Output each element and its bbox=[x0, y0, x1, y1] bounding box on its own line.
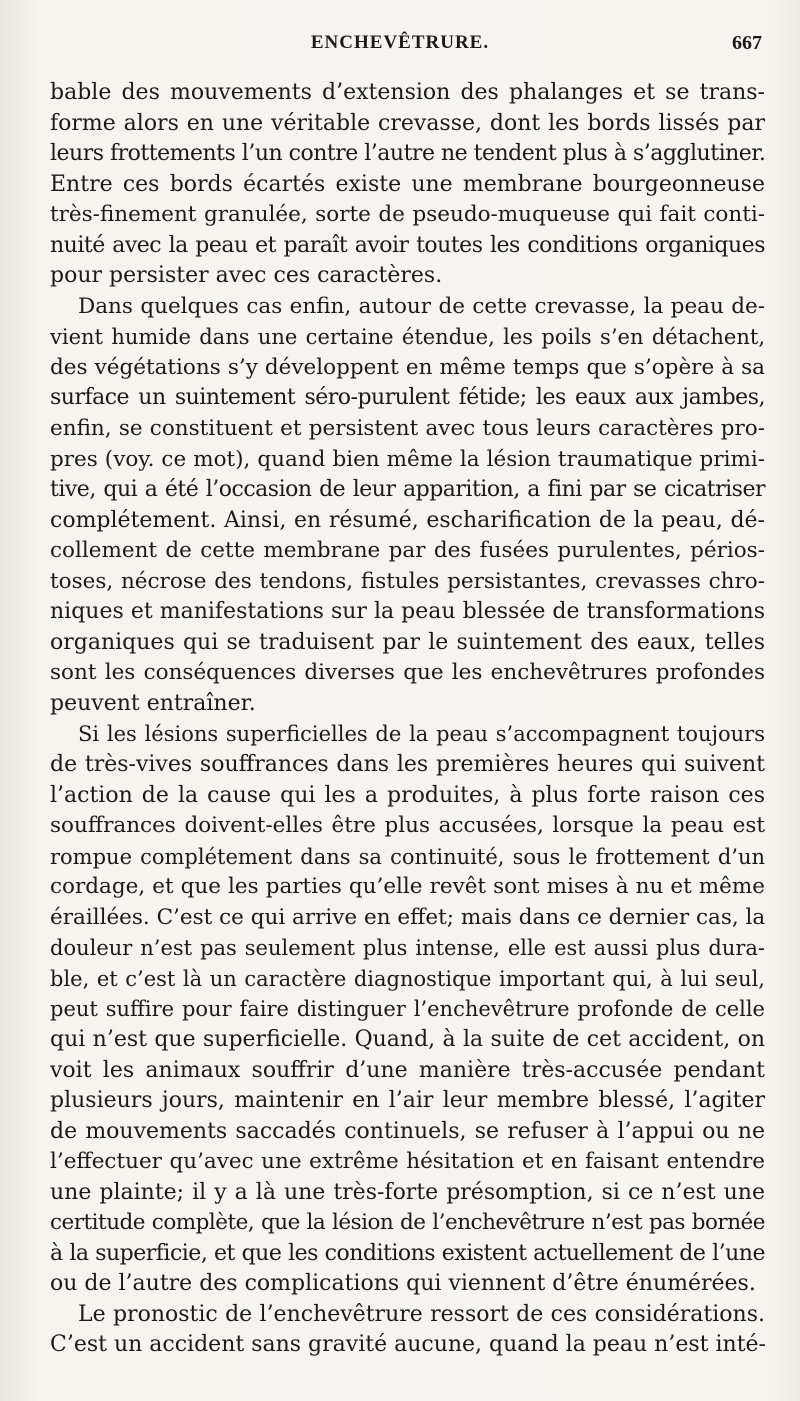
text-line: de mouvements saccadés continuels, se refuser à l’appui ou ne bbox=[50, 1118, 765, 1144]
text-line: certitude complète, que la lésion de l’enchevêtrure n’est pas bornée bbox=[50, 1210, 765, 1236]
text-line: vient humide dans une certaine étendue, les poils s’en détachent, bbox=[50, 325, 765, 350]
text-line: Dans quelques cas enfin, autour de cette crevasse, la peau de- bbox=[78, 293, 765, 319]
text-line: Le pronostic de l’enchevêtrure ressort de ces considérations. bbox=[78, 1301, 765, 1327]
text-line: des végétations s’y développent en même temps que s’opère à sa bbox=[50, 354, 765, 380]
text-line: pour persister avec ces caractères. bbox=[50, 263, 443, 289]
text-line: bable des mouvements d’extension des phalanges et se trans- bbox=[50, 80, 765, 105]
page-number: 667 bbox=[732, 32, 762, 54]
text-line: Entre ces bords écartés existe une membrane bourgeonneuse bbox=[50, 171, 765, 197]
text-line: Si les lésions superficielles de la peau s’accompagnent toujours bbox=[78, 722, 765, 747]
text-line: très-finement granulée, sorte de pseudo-muqueuse qui fait conti- bbox=[50, 202, 765, 228]
text-line: surface un suintement séro-purulent fétide; les eaux aux jambes, bbox=[50, 385, 765, 411]
text-line: une plainte; il y a là une très-forte présomption, si ce n’est une bbox=[50, 1179, 765, 1205]
text-line: forme alors en une véritable crevasse, dont les bords lissés par bbox=[50, 110, 765, 136]
text-line: collement de cette membrane par des fusées purulentes, périos- bbox=[50, 538, 765, 564]
text-line: complétement. Ainsi, en résumé, escharification de la peau, dé- bbox=[50, 507, 765, 533]
text-line: de très-vives souffrances dans les premières heures qui suivent bbox=[50, 752, 765, 778]
text-line: qui n’est que superficielle. Quand, à la suite de cet accident, on bbox=[50, 1026, 765, 1052]
text-line: enfin, se constituent et persistent avec tous leurs caractères pro- bbox=[50, 416, 765, 442]
running-head: ENCHEVÊTRURE. bbox=[310, 32, 490, 53]
text-line: sont les conséquences diverses que les enchevêtrures profondes bbox=[50, 660, 765, 686]
text-line: pres (voy. ce mot), quand bien même la lésion traumatique primi- bbox=[50, 446, 765, 472]
text-line: plusieurs jours, maintenir en l’air leur membre blessé, l’agiter bbox=[50, 1088, 765, 1114]
text-line: peut suffire pour faire distinguer l’enchevêtrure profonde de celle bbox=[50, 997, 765, 1022]
text-line: C’est un accident sans gravité aucune, quand la peau n’est inté- bbox=[50, 1332, 766, 1358]
text-line: toses, nécrose des tendons, fistules persistantes, crevasses chro- bbox=[50, 568, 765, 594]
text-line: voit les animaux souffrir d’une manière très-accusée pendant bbox=[50, 1057, 765, 1083]
text-line: souffrances doivent-elles être plus accusées, lorsque la peau est bbox=[50, 813, 765, 839]
text-line: l’action de la cause qui les a produites, à plus forte raison ces bbox=[50, 782, 765, 808]
text-line: peuvent entraîner. bbox=[50, 690, 256, 716]
text-line: cordage, et que les parties qu’elle revêt sont mises à nu et même bbox=[50, 874, 765, 900]
text-line: leurs frottements l’un contre l’autre ne tendent plus à s’agglutiner. bbox=[50, 141, 766, 167]
text-line: tive, qui a été l’occasion de leur apparition, a fini par se cicatriser bbox=[50, 477, 765, 503]
text-line: éraillées. C’est ce qui arrive en effet; mais dans ce dernier cas, la bbox=[50, 904, 766, 930]
page-header bbox=[0, 32, 800, 62]
text-line: à la superficie, et que les conditions existent actuellement de l’une bbox=[50, 1240, 765, 1266]
text-line: ble, et c’est là un caractère diagnostique important qui, à lui seul, bbox=[50, 966, 765, 991]
text-line: niques et manifestations sur la peau blessée de transformations bbox=[50, 599, 765, 625]
text-line: nuité avec la peau et paraît avoir toutes les conditions organiques bbox=[50, 232, 765, 258]
text-line: douleur n’est pas seulement plus intense, elle est aussi plus dura- bbox=[50, 936, 765, 961]
text-line: rompue complétement dans sa continuité, sous le frottement d’un bbox=[50, 844, 765, 869]
text-line: l’effectuer qu’avec une extrême hésitation et en faisant entendre bbox=[50, 1149, 765, 1175]
body-text bbox=[50, 78, 765, 1361]
text-line: organiques qui se traduisent par le suintement des eaux, telles bbox=[50, 629, 765, 655]
text-line: ou de l’autre des complications qui viennent d’être énumérées. bbox=[50, 1271, 756, 1297]
